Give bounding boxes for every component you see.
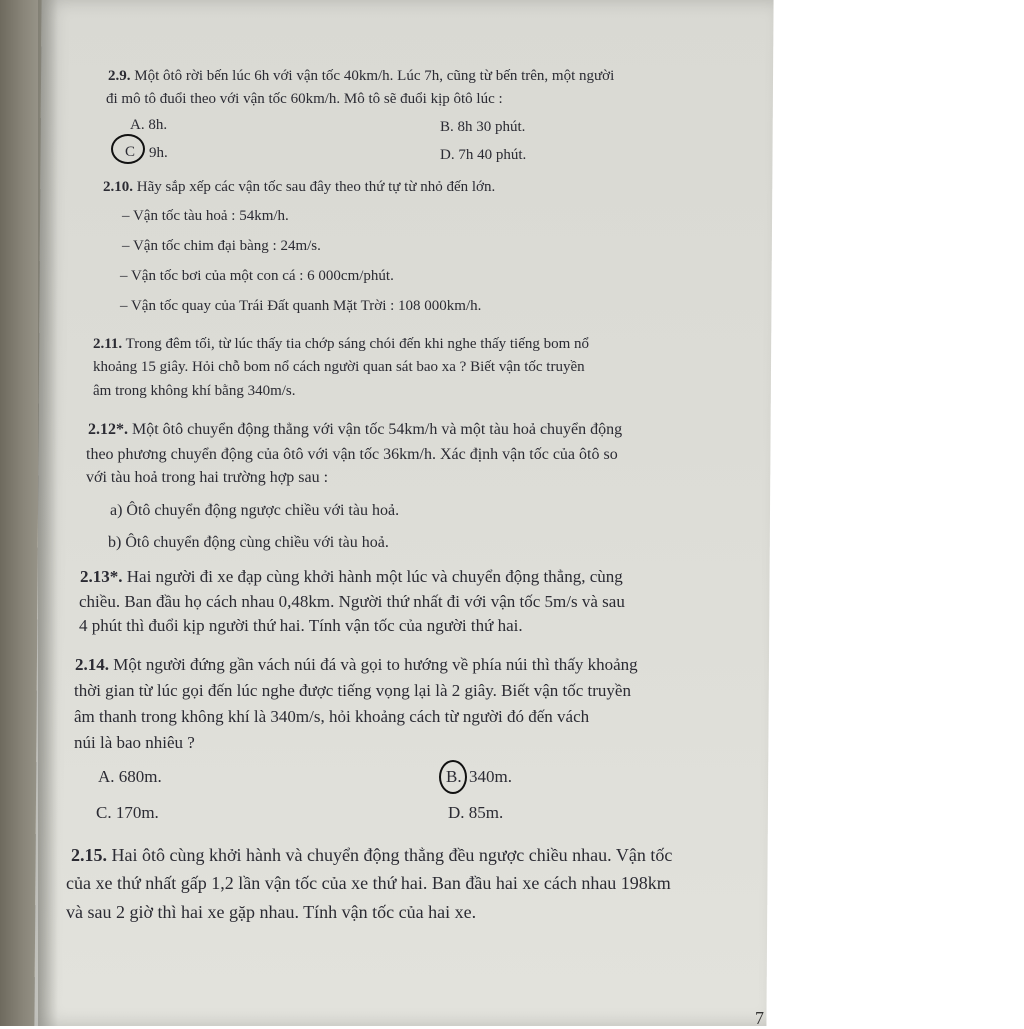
option-2-14-c: C. 170m.: [96, 803, 159, 822]
option-2-14-b: 340m.: [469, 767, 512, 786]
problem-2-11-line-1: [93, 336, 589, 353]
problem-2-13-line-1: [80, 567, 623, 587]
problem-2-13-line-2: chiều. Ban đầu họ cách nhau 0,48km. Người thứ nhất đi với vận tốc 5m/s và sau: [79, 592, 625, 611]
problem-2-12-line-1: [88, 421, 622, 439]
option-2-9-a: A. 8h.: [130, 117, 168, 133]
list-item: – Vận tốc tàu hoả : 54km/h.: [122, 208, 289, 224]
option-2-9-c-letter: C: [125, 144, 136, 160]
problem-2-11-line-2: khoảng 15 giây. Hỏi chỗ bom nổ cách người quan sát bao xa ? Biết vận tốc truyền: [93, 359, 585, 375]
problem-number: 2.12*.: [88, 421, 128, 438]
problem-text: Hai ôtô cùng khởi hành và chuyển động thẳng đều ngược chiều nhau. Vận tốc: [111, 845, 673, 865]
problem-2-12-line-3: với tàu hoả trong hai trường hợp sau :: [86, 469, 329, 486]
problem-2-12-b: b) Ôtô chuyển động cùng chiều với tàu hoả.: [108, 534, 389, 551]
problem-text: Một ôtô chuyển động thẳng với vận tốc 54km/h và một tàu hoả chuyển động: [132, 421, 623, 438]
problem-number: 2.11.: [93, 336, 123, 352]
problem-text: Trong đêm tối, từ lúc thấy tia chớp sáng chói đến khi nghe thấy tiếng bom nổ: [125, 336, 590, 352]
problem-text: Hai người đi xe đạp cùng khởi hành một lúc và chuyển động thẳng, cùng: [126, 567, 623, 586]
problem-2-15-line-3: và sau 2 giờ thì hai xe gặp nhau. Tính vận tốc của hai xe.: [66, 902, 477, 922]
problem-2-14-line-1: [75, 655, 638, 675]
problem-number: 2.14.: [75, 655, 109, 674]
option-2-14-d: D. 85m.: [448, 803, 504, 822]
problem-number: 2.15.: [71, 845, 107, 865]
problem-2-11-line-3: âm trong không khí bằng 340m/s.: [93, 383, 296, 399]
problem-2-13-line-3: 4 phút thì đuổi kịp người thứ hai. Tính vận tốc của người thứ hai.: [79, 616, 523, 635]
problem-number: 2.9.: [108, 68, 131, 84]
problem-2-14-line-3: âm thanh trong không khí là 340m/s, hỏi khoảng cách từ người đó đến vách: [74, 707, 590, 726]
option-2-14-b-letter: B.: [446, 767, 462, 786]
problem-number: 2.10.: [103, 179, 133, 195]
list-item: – Vận tốc bơi của một con cá : 6 000cm/phút.: [120, 268, 394, 284]
problem-2-12-a: a) Ôtô chuyển động ngược chiều với tàu hoả.: [110, 502, 400, 519]
option-2-9-b: B. 8h 30 phút.: [440, 119, 526, 135]
problem-text: Một ôtô rời bến lúc 6h với vận tốc 40km/h. Lúc 7h, cũng từ bến trên, một người: [134, 68, 615, 84]
answer-circle-mark: [439, 760, 467, 794]
problem-text: Hãy sắp xếp các vận tốc sau đây theo thứ tự từ nhỏ đến lớn.: [136, 179, 496, 195]
list-item: – Vận tốc quay của Trái Đất quanh Mặt Trời : 108 000km/h.: [120, 298, 482, 314]
list-item: – Vận tốc chim đại bàng : 24m/s.: [122, 238, 321, 254]
problem-2-14-line-2: thời gian từ lúc gọi đến lúc nghe được tiếng vọng lại là 2 giây. Biết vận tốc truyền: [74, 681, 631, 700]
problem-2-9-line-2: đi mô tô đuổi theo với vận tốc 60km/h. Mô tô sẽ đuổi kịp ôtô lúc :: [106, 91, 503, 107]
problem-2-14-line-4: núi là bao nhiêu ?: [74, 733, 195, 752]
option-2-14-a: A. 680m.: [98, 767, 162, 786]
problem-2-15-line-1: [71, 845, 672, 866]
option-2-9-c: 9h.: [149, 145, 168, 161]
problem-2-10-intro: [103, 179, 495, 196]
answer-circle-mark: [111, 134, 145, 164]
problem-2-9-line-1: [108, 68, 614, 85]
page-number: 7: [755, 1008, 764, 1028]
problem-2-15-line-2: của xe thứ nhất gấp 1,2 lần vận tốc của xe thứ hai. Ban đầu hai xe cách nhau 198km: [66, 873, 671, 893]
problem-2-12-line-2: theo phương chuyển động của ôtô với vận tốc 36km/h. Xác định vận tốc của ôtô so: [86, 446, 618, 463]
problem-text: Một người đứng gần vách núi đá và gọi to hướng về phía núi thì thấy khoảng: [113, 655, 638, 674]
option-2-9-d: D. 7h 40 phút.: [440, 147, 527, 163]
problem-number: 2.13*.: [80, 567, 123, 586]
